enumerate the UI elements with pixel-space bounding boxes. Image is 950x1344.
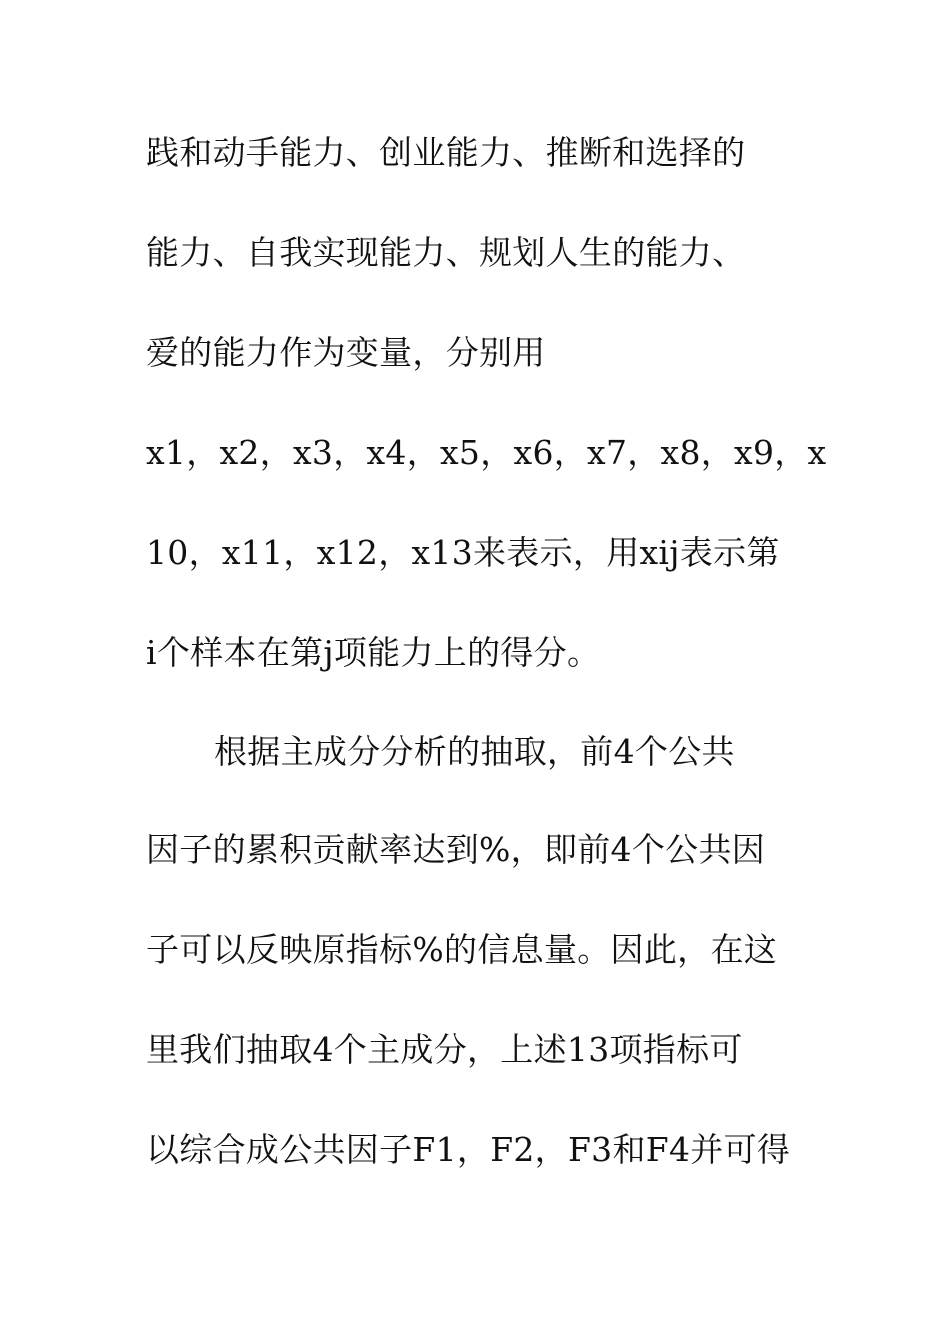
text-line-10: 里我们抽取4个主成分，上述13项指标可 (146, 1030, 743, 1069)
text-line-2: 能力、自我实现能力、规划人生的能力、 (146, 233, 746, 272)
paragraph-first-line: 根据主成分分析的抽取，前4个公共 (214, 732, 735, 771)
text-line-5: 10，x11，x12，x13来表示，用xij表示第 (146, 533, 780, 572)
text-line-1: 践和动手能力、创业能力、推断和选择的 (146, 133, 746, 172)
text-line-8: 因子的累积贡献率达到%，即前4个公共因 (146, 830, 766, 869)
text-line-3: 爱的能力作为变量，分别用 (146, 333, 546, 372)
text-line-6: i个样本在第j项能力上的得分。 (146, 633, 601, 672)
text-line-9: 子可以反映原指标%的信息量。因此，在这 (146, 930, 778, 969)
text-line-4: x1，x2，x3，x4，x5，x6，x7，x8，x9，x (146, 433, 827, 472)
text-line-11: 以综合成公共因子F1，F2，F3和F4并可得 (146, 1130, 791, 1169)
